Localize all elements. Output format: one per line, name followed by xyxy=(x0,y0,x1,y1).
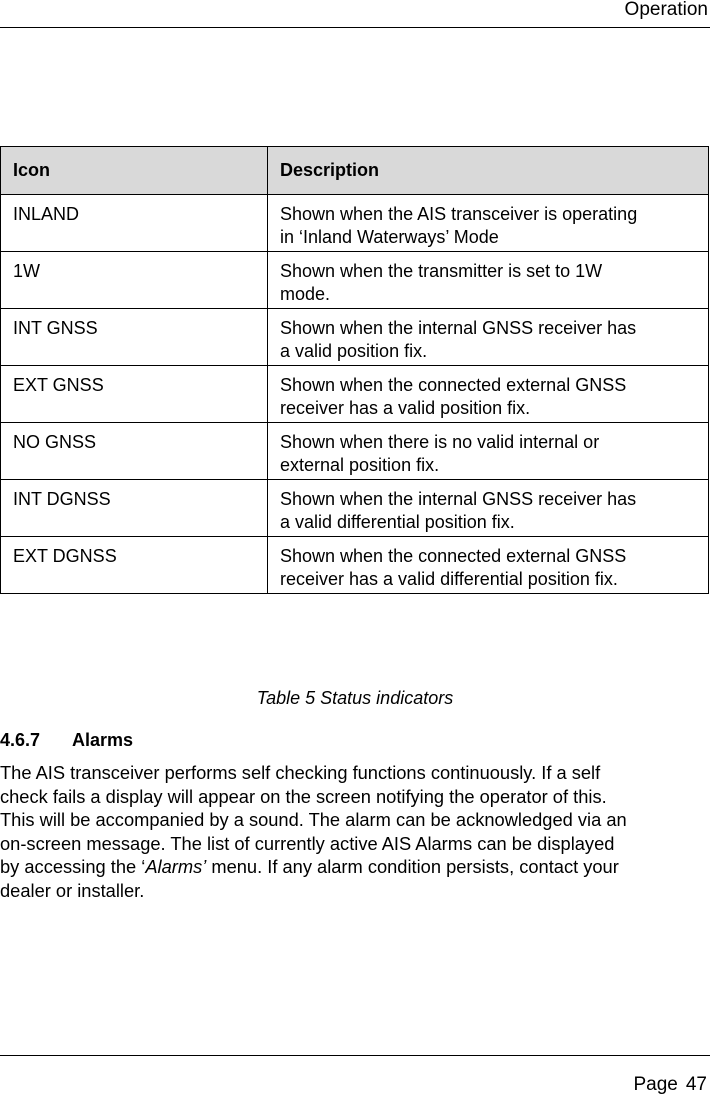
icon-cell: INLAND xyxy=(1,195,268,252)
table-row xyxy=(1,366,709,423)
description-line: in ‘Inland Waterways’ Mode xyxy=(280,227,499,247)
table-header-row xyxy=(1,147,709,195)
description-cell xyxy=(268,480,709,537)
table-row xyxy=(1,480,709,537)
page-number-value: 47 xyxy=(685,1074,707,1095)
table-row xyxy=(1,423,709,480)
description-cell xyxy=(268,252,709,309)
paragraph-line: The AIS transceiver performs self checking functions continuously. If a self xyxy=(0,762,601,783)
description-line: Shown when the connected external GNSS xyxy=(280,546,627,566)
paragraph-line: This will be accompanied by a sound. The alarm can be acknowledged via an xyxy=(0,809,627,830)
description-line: Shown when the AIS transceiver is operating xyxy=(280,204,638,224)
description-line: Shown when the internal GNSS receiver has xyxy=(280,489,637,509)
section-heading xyxy=(0,728,133,752)
column-header-icon: Icon xyxy=(1,147,268,195)
table-caption: Table 5 Status indicators xyxy=(256,688,454,708)
description-line: Shown when there is no valid internal or xyxy=(280,432,600,452)
footer-divider xyxy=(0,1055,710,1056)
paragraph-text: by accessing the ‘ xyxy=(0,856,146,877)
status-indicators-table xyxy=(0,146,709,594)
alarms-paragraph xyxy=(0,761,710,902)
paragraph-text: menu. If any alarm condition persists, contact your xyxy=(206,856,619,877)
description-line: Shown when the connected external GNSS xyxy=(280,375,627,395)
description-cell xyxy=(268,423,709,480)
description-cell xyxy=(268,195,709,252)
paragraph-line xyxy=(0,855,710,879)
table-row xyxy=(1,252,709,309)
description-line: a valid position fix. xyxy=(280,341,428,361)
description-line: Shown when the internal GNSS receiver has xyxy=(280,318,637,338)
column-header-description: Description xyxy=(268,147,709,195)
page-header-title: Operation xyxy=(624,0,708,20)
description-line: external position fix. xyxy=(280,455,440,475)
description-line: receiver has a valid differential position fix. xyxy=(280,569,618,589)
description-line: Shown when the transmitter is set to 1W xyxy=(280,261,603,281)
icon-cell: INT DGNSS xyxy=(1,480,268,537)
description-line: receiver has a valid position fix. xyxy=(280,398,531,418)
table-row xyxy=(1,537,709,594)
description-line: a valid differential position fix. xyxy=(280,512,515,532)
header-divider xyxy=(0,27,710,28)
icon-cell: EXT GNSS xyxy=(1,366,268,423)
paragraph-line: check fails a display will appear on the screen notifying the operator of this. xyxy=(0,785,607,807)
page-label: Page xyxy=(633,1074,678,1095)
paragraph-line: on-screen message. The list of currently active AIS Alarms can be displayed xyxy=(0,832,615,854)
icon-cell: NO GNSS xyxy=(1,423,268,480)
description-cell xyxy=(268,537,709,594)
description-cell xyxy=(268,366,709,423)
icon-cell: INT GNSS xyxy=(1,309,268,366)
section-title: Alarms xyxy=(72,730,134,750)
icon-cell: 1W xyxy=(1,252,268,309)
section-number: 4.6.7 xyxy=(0,730,41,750)
alarms-menu-name: Alarms’ xyxy=(145,856,207,877)
paragraph-line: dealer or installer. xyxy=(0,879,145,901)
table-row xyxy=(1,309,709,366)
description-cell xyxy=(268,309,709,366)
icon-cell: EXT DGNSS xyxy=(1,537,268,594)
table-row xyxy=(1,195,709,252)
description-line: mode. xyxy=(280,284,331,304)
page-number xyxy=(633,1073,707,1097)
